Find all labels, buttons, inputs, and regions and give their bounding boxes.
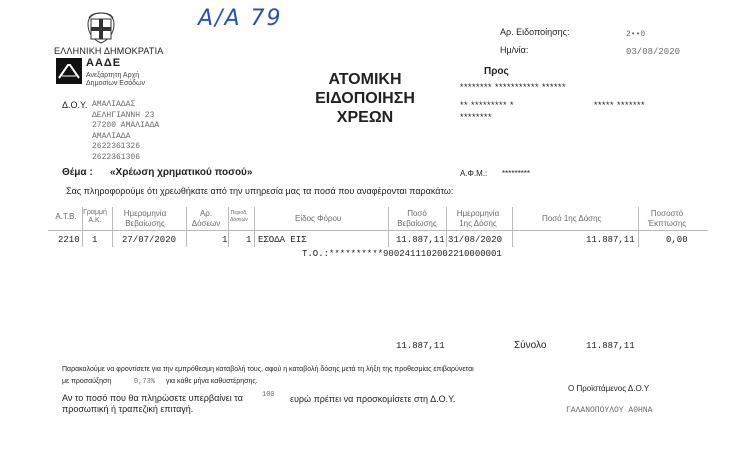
th-ak-1: Γραμμή bbox=[83, 209, 107, 216]
tax-office-phone-1: 2622361326 bbox=[92, 142, 141, 151]
recipient-line-1: ******** *********** ****** bbox=[460, 82, 567, 92]
table-col-divider bbox=[446, 207, 447, 247]
total-cert-amount: 11.887,11 bbox=[396, 341, 445, 351]
th-ak bbox=[80, 209, 110, 225]
th-num-inst-1: Αρ. bbox=[199, 209, 213, 218]
recipient-line-3: ******** bbox=[460, 112, 493, 122]
row-ak: 1 bbox=[92, 235, 98, 245]
title-line-3: ΧΡΕΩΝ bbox=[336, 109, 394, 126]
footer-para-3a: Αν το ποσό που θα πληρώσετε υπερβαίνει τα bbox=[62, 393, 243, 403]
notice-number-value: 2••0 bbox=[626, 30, 646, 39]
footer-para-1: Παρακαλούμε να φροντίσετε για την εμπρόθεσμη καταβολή τους, αφού η καταβολή δόσης μετά τη λήξη της προθεσμίας επιβαρύνεται bbox=[62, 366, 474, 373]
table-col-divider bbox=[254, 207, 255, 247]
table-col-divider bbox=[512, 207, 513, 247]
notice-date-label: Ημ/νία: bbox=[500, 45, 529, 55]
th-ak-2: Α.Κ. bbox=[88, 217, 102, 224]
recipient-label: Προς bbox=[484, 66, 509, 77]
footer-para-2a: με προσαύξηση bbox=[62, 378, 112, 385]
aade-logo bbox=[56, 58, 82, 84]
table-col-divider bbox=[638, 207, 639, 247]
issuer-agency: ΑΑΔΕ bbox=[86, 57, 122, 69]
tax-office-street: ΔΕΛΗΓΙΑΝΝΗ 23 bbox=[92, 110, 155, 120]
th-tax-type: Είδος Φόρου bbox=[295, 214, 342, 223]
document-title bbox=[310, 70, 420, 127]
row-first-inst-amount: 11.887,11 bbox=[586, 235, 635, 245]
th-cert-date bbox=[110, 209, 180, 229]
afm-label: Α.Φ.Μ.: bbox=[460, 169, 488, 178]
notice-number-label: Αρ. Ειδοποίησης: bbox=[500, 27, 570, 37]
th-cert-amount-2: Βεβαίωσης bbox=[397, 219, 437, 228]
footer-rate: 0,73% bbox=[134, 378, 156, 386]
table-col-divider bbox=[388, 207, 389, 247]
greek-emblem-icon bbox=[86, 12, 116, 44]
notice-date-value: 03/08/2020 bbox=[626, 47, 681, 57]
footer-threshold: 100 bbox=[262, 391, 275, 399]
th-first-inst-date bbox=[446, 209, 510, 229]
to-reference: Τ.Ο.:**********9002411102002210000001 bbox=[302, 249, 502, 259]
title-line-1: ΑΤΟΜΙΚΗ bbox=[328, 71, 402, 88]
table-col-divider bbox=[186, 207, 187, 247]
th-period bbox=[226, 210, 252, 224]
handwritten-note: A/A 79 bbox=[198, 6, 283, 31]
title-line-2: ΕΙΔΟΠΟΙΗΣΗ bbox=[315, 90, 415, 107]
th-refund-pct-2: Έκπτωσης bbox=[647, 219, 687, 228]
intro-text: Σας πληροφορούμε ότι χρεωθήκατε από την υπηρεσία μας τα ποσά που αναφέρονται παρακάτω: bbox=[66, 186, 454, 196]
recipient-line-2a: ** ********* * bbox=[460, 100, 515, 110]
th-first-inst-date-1: Ημερομηνία bbox=[456, 209, 500, 218]
recipient-line-2b: ***** ******* bbox=[594, 100, 646, 110]
th-refund-pct-1: Ποσοστό bbox=[650, 209, 684, 218]
th-cert-amount bbox=[388, 209, 446, 229]
issuer-agency-desc-2: Δημοσίων Εσόδων bbox=[86, 80, 146, 87]
row-cert-amount: 11.887,11 bbox=[396, 235, 445, 245]
th-cert-amount-1: Ποσό bbox=[407, 209, 427, 218]
row-cert-date: 27/07/2020 bbox=[122, 235, 177, 245]
row-num-inst: 1 bbox=[222, 235, 228, 245]
signer-name: ΓΑΛΑΝΟΠΟΥΛΟΥ ΑΘΗΝΑ bbox=[566, 406, 653, 415]
th-cert-date-2: Βεβαίωσης bbox=[125, 219, 165, 228]
row-atv: 2210 bbox=[58, 235, 80, 245]
row-tax-type: ΕΣΟΔΑ ΕΙΣ bbox=[258, 235, 307, 245]
th-num-inst-2: Δόσεων bbox=[191, 219, 221, 228]
footer-para-3c: προσωπική ή τραπεζική επιταγή. bbox=[62, 404, 194, 414]
th-period-2: Δόσεων bbox=[230, 217, 248, 223]
issuer-country: ΕΛΛΗΝΙΚΗ ΔΗΜΟΚΡΑΤΙΑ bbox=[54, 46, 164, 56]
tax-office-address bbox=[92, 100, 159, 163]
signer-title: Ο Προϊστάμενος Δ.Ο.Υ bbox=[568, 384, 650, 393]
row-period: 1 bbox=[246, 235, 252, 245]
th-atv: Α.Τ.Β. bbox=[55, 212, 77, 221]
tax-office-postcode: 27200 ΑΜΑΛΙΑΔΑ bbox=[92, 121, 160, 130]
th-period-1: Περιοδ. bbox=[230, 210, 248, 216]
tax-office-city: ΑΜΑΛΙΑΔΑ bbox=[92, 131, 131, 141]
tax-office-name: ΑΜΑΛΙΑΔΑΣ bbox=[92, 100, 136, 109]
th-cert-date-1: Ημερομηνία bbox=[123, 209, 167, 218]
th-num-inst bbox=[186, 209, 226, 229]
tax-office-phone-2: 2622361306 bbox=[92, 152, 141, 162]
table-header-rule bbox=[48, 230, 708, 231]
subject-label: Θέμα : bbox=[62, 167, 93, 178]
th-refund-pct bbox=[640, 209, 694, 229]
afm-value: ********* bbox=[502, 169, 531, 178]
footer-para-2b: για κάθε μήνα καθυστέρησης. bbox=[166, 378, 258, 385]
row-refund-pct: 0,00 bbox=[666, 235, 688, 245]
footer-para-3b: ευρώ πρέπει να προσκομίσετε στη Δ.Ο.Υ. bbox=[290, 394, 456, 404]
table-col-divider bbox=[228, 207, 229, 247]
tax-office-label: Δ.Ο.Υ. bbox=[62, 100, 88, 110]
table-col-divider bbox=[112, 207, 113, 247]
total-label: Σύνολο bbox=[514, 340, 547, 351]
row-first-inst-date: 31/08/2020 bbox=[448, 235, 503, 245]
issuer-agency-desc-1: Ανεξάρτητη Αρχή bbox=[86, 72, 140, 79]
subject-value: «Χρέωση χρηματικού ποσού» bbox=[110, 167, 253, 178]
th-first-inst-date-2: 1ης Δόσης bbox=[459, 219, 497, 228]
total-first-inst-amount: 11.887,11 bbox=[586, 341, 635, 351]
table-col-divider bbox=[82, 207, 83, 247]
th-first-inst-amount: Ποσό 1ης Δόσης bbox=[542, 214, 602, 223]
